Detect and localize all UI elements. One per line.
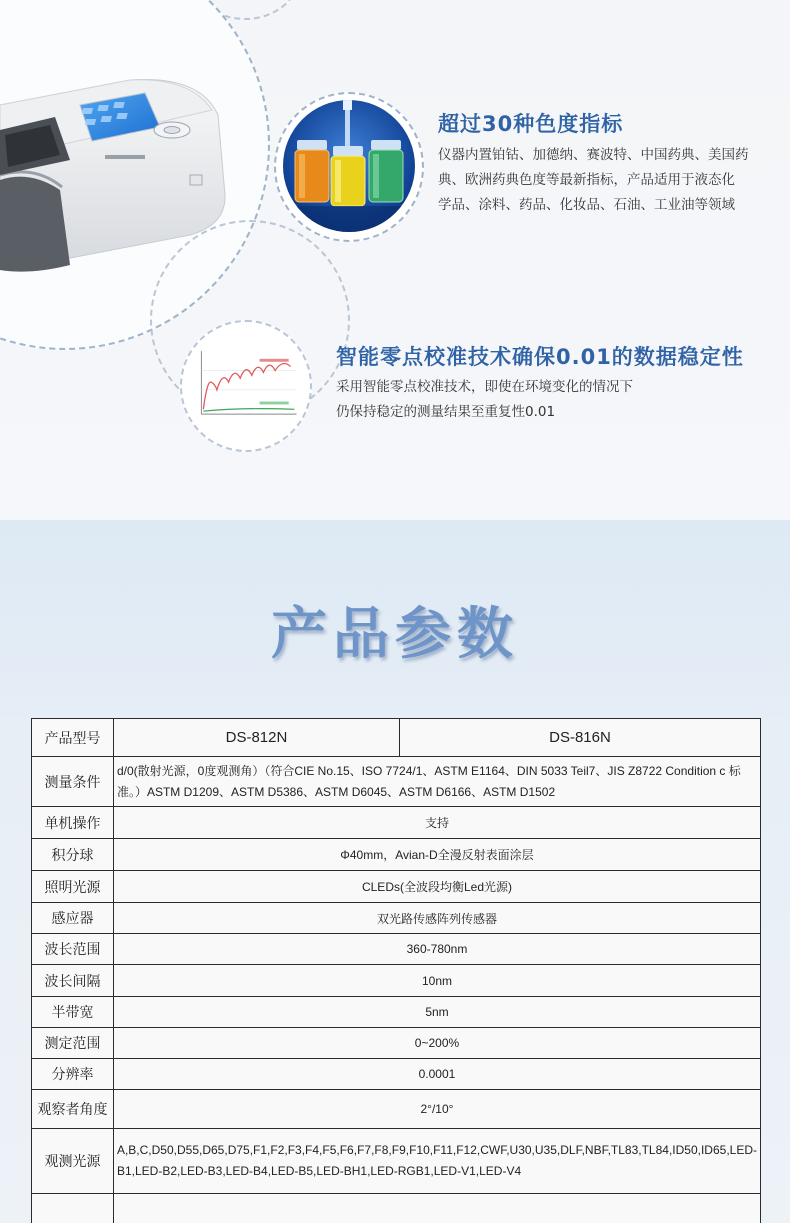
model-b-cell: DS-816N (399, 719, 760, 757)
spec-row (32, 1194, 761, 1223)
spec-label: 分辨率 (32, 1059, 114, 1090)
spec-row (32, 757, 761, 807)
spec-value: 10nm (113, 965, 760, 997)
spec-label: 感应器 (32, 903, 114, 934)
spec-rows (32, 757, 761, 1223)
feature-1-title: 超过30种色度指标 (438, 112, 624, 136)
reagent-bottles-image (283, 100, 415, 232)
spec-label: 波长范围 (32, 934, 114, 965)
model-a-cell: DS-812N (113, 719, 399, 757)
spec-value: 支持 (113, 807, 760, 839)
spec-row (32, 997, 761, 1028)
spec-value: 2°/10° (113, 1090, 760, 1129)
feature-1-line: 典、欧洲药典色度等最新指标，产品适用于液态化 (438, 172, 735, 188)
spec-label: 照明光源 (32, 871, 114, 903)
spec-label: 观察者角度 (32, 1090, 114, 1129)
spec-value: 0~200% (113, 1028, 760, 1059)
spec-row (32, 839, 761, 871)
feature-2-line: 仍保持稳定的测量结果至重复性0.01 (336, 404, 556, 420)
spec-label (32, 1194, 114, 1223)
stability-graph-icon (182, 322, 310, 450)
spec-row (32, 1028, 761, 1059)
feature-section (0, 0, 790, 520)
spec-value: 0.0001 (113, 1059, 760, 1090)
spec-label: 半带宽 (32, 997, 114, 1028)
spec-row (32, 1129, 761, 1194)
spec-table (31, 718, 761, 1223)
feature-1-line: 学品、涂料、药品、化妆品、石油、工业油等领域 (438, 197, 735, 213)
spec-label: 产品型号 (32, 719, 114, 757)
spec-row (32, 934, 761, 965)
product-params-section (0, 520, 790, 1223)
feature-2-line: 采用智能零点校准技术，即使在环境变化的情况下 (336, 379, 633, 395)
spec-value (113, 1194, 760, 1223)
feature-1-line: 仪器内置铂钴、加德纳、赛波特、中国药典、美国药 (438, 147, 749, 163)
spec-row (32, 965, 761, 997)
spec-value: 双光路传感阵列传感器 (113, 903, 760, 934)
spec-value: 360-780nm (113, 934, 760, 965)
spec-row (32, 871, 761, 903)
spec-value: A,B,C,D50,D55,D65,D75,F1,F2,F3,F4,F5,F6,F7,F8,F9,F10,F11,F12,CWF,U30,U35,DLF,NBF,TL83,TL84,ID50,ID65,LED-B1,LED-B2,LED-B3,LED-B4,LED-B5,LED-BH1,LED-RGB1,LED-V1,LED-V4 (113, 1129, 760, 1194)
spec-row (32, 1059, 761, 1090)
feature-2-title: 智能零点校准技术确保0.01的数据稳定性 (336, 345, 744, 369)
spec-label: 测量条件 (32, 757, 114, 807)
spec-value: 5nm (113, 997, 760, 1028)
spec-value: CLEDs(全波段均衡Led光源) (113, 871, 760, 903)
spec-header-row (32, 719, 761, 757)
feature-2-circle (180, 320, 312, 452)
spec-value: d/0(散射光源，0度观测角）（符合CIE No.15、ISO 7724/1、ASTM E1164、DIN 5033 Teil7、JIS Z8722 Condition c 标准。）ASTM D1209、ASTM D5386、ASTM D6045、ASTM D6166、ASTM D1502 (113, 757, 760, 807)
spec-label: 波长间隔 (32, 965, 114, 997)
spec-row (32, 807, 761, 839)
spec-label: 观测光源 (32, 1129, 114, 1194)
spec-row (32, 1090, 761, 1129)
spec-label: 测定范围 (32, 1028, 114, 1059)
spec-value: Φ40mm，Avian-D全漫反射表面涂层 (113, 839, 760, 871)
spec-label: 积分球 (32, 839, 114, 871)
feature-2-description (336, 375, 776, 425)
colorimeter-instrument-image (0, 75, 230, 280)
spec-row (32, 903, 761, 934)
spec-label: 单机操作 (32, 807, 114, 839)
params-heading: 产品参数 (271, 601, 519, 667)
feature-1-description (438, 143, 783, 218)
